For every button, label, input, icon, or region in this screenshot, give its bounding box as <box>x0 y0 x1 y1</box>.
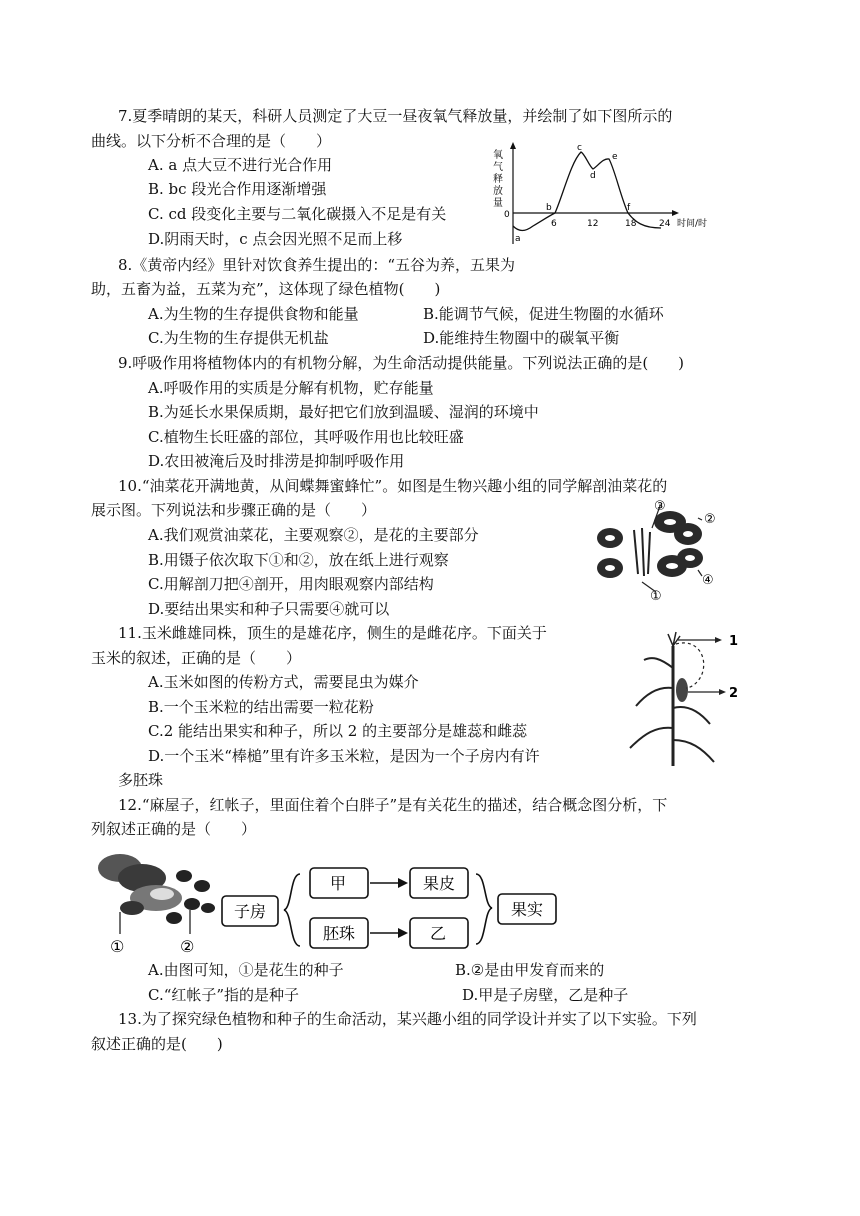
chart-point-f: f <box>627 203 631 213</box>
q8-option-b: B.能调节气候，促进生物圈的水循环 <box>423 305 664 323</box>
q10-option-b: B.用镊子依次取下①和②，放在纸上进行观察 <box>148 551 449 569</box>
q7-option-b: B. bc 段光合作用逐渐增强 <box>148 180 327 198</box>
q11-option-c: C.2 能结出果实和种子，所以 2 的主要部分是雄蕊和雌蕊 <box>148 722 528 740</box>
q7-option-d: D.阴雨天时，c 点会因光照不足而上移 <box>148 230 403 248</box>
q7-stem-line1: 7.夏季晴朗的某天，科研人员测定了大豆一昼夜氧气释放量，并绘制了如下图所示的 <box>118 107 673 125</box>
chart-point-c: c <box>577 143 582 153</box>
chart-tick-12: 12 <box>587 219 599 229</box>
q9-option-c: C.植物生长旺盛的部位，其呼吸作用也比较旺盛 <box>148 428 464 446</box>
q9-option-a: A.呼吸作用的实质是分解有机物，贮存能量 <box>148 379 434 397</box>
q10-option-a: A.我们观赏油菜花，主要观察②，是花的主要部分 <box>148 526 479 544</box>
chart-point-b: b <box>546 203 552 213</box>
arrow-jia-pericarp-head <box>398 878 408 888</box>
q11-option-d-line2: 多胚珠 <box>118 771 164 789</box>
peanut-concept-diagram <box>92 846 562 956</box>
q8-option-c: C.为生物的生存提供无机盐 <box>148 329 329 347</box>
chart-tick-24: 24 <box>659 219 671 229</box>
chart-ylabel-5: 量 <box>493 198 503 209</box>
q12-option-b: B.②是由甲发育而来的 <box>455 961 605 979</box>
q12-option-c: C.“红帐子”指的是种子 <box>148 986 300 1004</box>
chart-x-arrow <box>672 210 679 216</box>
q10-option-d: D.要结出果实和种子只需要④就可以 <box>148 600 390 618</box>
q12-stem-line1: 12.“麻屋子，红帐子，里面住着个白胖子”是有关花生的描述，结合概念图分析，下 <box>118 796 668 814</box>
flower-label-4: ④ <box>702 573 714 588</box>
chart-origin: 0 <box>504 210 510 220</box>
q11-stem-line1: 11.玉米雌雄同株，顶生的是雄花序，侧生的是雌花序。下面关于 <box>118 624 547 642</box>
right-brace <box>476 874 492 944</box>
q11-option-b: B.一个玉米粒的结出需要一粒花粉 <box>148 698 374 716</box>
q11-stem-line2: 玉米的叙述，正确的是（ ） <box>91 649 302 667</box>
peanut-label-2: ② <box>180 937 195 956</box>
corn-plant-figure <box>618 628 748 768</box>
pointer-1-arrow <box>715 637 722 643</box>
q9-option-b: B.为延长水果保质期，最好把它们放到温暖、湿润的环境中 <box>148 403 539 421</box>
flower-label-3: ③ <box>654 500 666 514</box>
q9-option-d: D.农田被淹后及时排涝是抑制呼吸作用 <box>148 452 405 470</box>
arrow-ovule-yi-head <box>398 928 408 938</box>
flower-stamens <box>634 528 650 576</box>
q7-option-a: A. a 点大豆不进行光合作用 <box>148 156 333 174</box>
corn-label-2: 2 <box>729 686 739 701</box>
chart-ylabel-3: 释 <box>493 174 503 185</box>
pointer-2-arrow <box>719 689 726 695</box>
box-ovule: 胚珠 <box>323 924 356 943</box>
q9-stem: 9.呼吸作用将植物体内的有机物分解，为生命活动提供能量。下列说法正确的是( ) <box>118 354 685 372</box>
chart-ylabel-1: 氧 <box>493 150 503 161</box>
q7-option-c: C. cd 段变化主要与二氧化碳摄入不足是有关 <box>148 205 447 223</box>
q12-option-a: A.由图可知，①是花生的种子 <box>148 961 344 979</box>
flower-label-1: ① <box>650 589 662 604</box>
box-ovary: 子房 <box>234 902 267 921</box>
chart-tick-18: 18 <box>625 219 637 229</box>
q11-option-a: A.玉米如图的传粉方式，需要昆虫为媒介 <box>148 673 419 691</box>
q8-stem-line1: 8.《黄帝内经》里针对饮食养生提出的：“五谷为养，五果为 <box>118 256 515 274</box>
q11-option-d-line1: D.一个玉米“棒槌”里有许多玉米粒，是因为一个子房内有许 <box>148 747 540 765</box>
chart-tick-6: 6 <box>551 219 557 229</box>
flower-label-2: ② <box>704 512 716 527</box>
chart-point-a: a <box>515 234 521 244</box>
box-fruit: 果实 <box>511 900 544 919</box>
peanut-picture <box>98 854 215 934</box>
q10-stem-line1: 10.“油菜花开满地黄，从间蝶舞蜜蜂忙”。如图是生物兴趣小组的同学解剖油菜花的 <box>118 477 668 495</box>
peanut-label-1: ① <box>110 937 125 956</box>
chart-ylabel-4: 放 <box>493 186 503 197</box>
chart-xlabel: 时间/时 <box>677 219 708 229</box>
q8-option-d: D.能维持生物圈中的碳氧平衡 <box>423 329 620 347</box>
chart-point-e: e <box>612 152 618 162</box>
corn-label-1: 1 <box>729 634 739 649</box>
q7-stem-line2: 曲线。以下分析不合理的是（ ） <box>91 132 332 150</box>
corn-plant <box>630 632 714 766</box>
chart-y-arrow <box>510 142 516 149</box>
q13-stem-line1: 13.为了探究绿色植物和种子的生命活动，某兴趣小组的同学设计并实了以下实验。下列 <box>118 1010 697 1028</box>
oxygen-release-chart <box>485 140 725 252</box>
chart-point-d: d <box>590 171 596 181</box>
concept-boxes <box>222 868 556 948</box>
q13-stem-line2: 叙述正确的是( ) <box>91 1035 223 1053</box>
q12-option-d: D.甲是子房壁，乙是种子 <box>462 986 629 1004</box>
q10-stem-line2: 展示图。下列说法和步骤正确的是（ ） <box>91 501 377 519</box>
q8-option-a: A.为生物的生存提供食物和能量 <box>148 305 359 323</box>
box-pericarp: 果皮 <box>423 874 456 893</box>
corn-ear <box>676 678 688 702</box>
q12-stem-line2: 列叙述正确的是（ ） <box>91 820 257 838</box>
left-brace <box>284 874 300 946</box>
chart-ylabel-2: 气 <box>493 162 503 173</box>
rapeseed-flower-figure <box>590 500 730 604</box>
box-jia: 甲 <box>330 874 347 893</box>
q10-option-c: C.用解剖刀把④剖开，用肉眼观察内部结构 <box>148 575 434 593</box>
q8-stem-line2: 助，五畜为益，五菜为充”，这体现了绿色植物( ) <box>91 280 441 298</box>
box-yi: 乙 <box>430 924 447 943</box>
